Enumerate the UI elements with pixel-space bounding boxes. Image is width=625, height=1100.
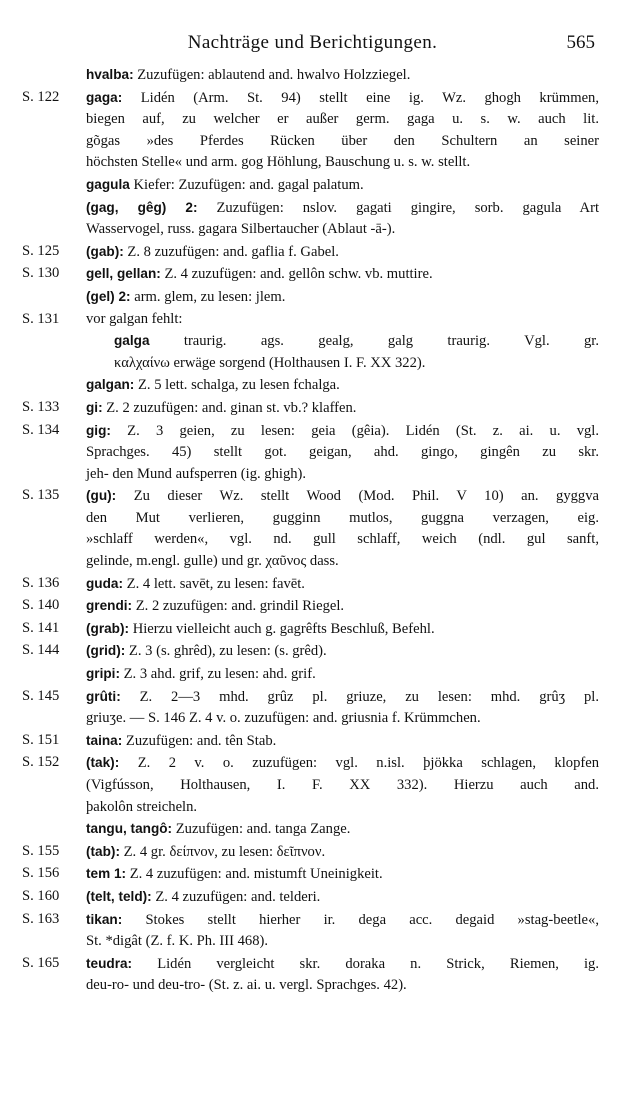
headword: tangu, tangô: [86, 821, 173, 837]
text-line [86, 818, 599, 841]
text-line [86, 508, 599, 530]
entry [0, 640, 625, 663]
text-line [114, 353, 599, 375]
entry [0, 197, 625, 241]
entry [0, 420, 625, 486]
headword: teudra: [86, 955, 133, 971]
line-content: Z. 3 geien, zu lesen: geia (gêia). Lidén (St. z. ai. u. vgl. [127, 422, 599, 439]
text-line [86, 219, 599, 241]
page-reference: S. 145 [22, 687, 60, 704]
entry [0, 330, 625, 374]
page-reference: S. 130 [22, 265, 60, 282]
text-line [86, 131, 599, 153]
text-line [86, 109, 599, 131]
text-line [86, 529, 599, 551]
headword: galga [114, 333, 150, 349]
text-line [86, 309, 599, 331]
text-line [86, 174, 599, 197]
line-content: jeh- den Mund aufsperren (ig. ghigh). [86, 465, 307, 482]
text-line [86, 841, 599, 864]
line-content: Lidén vergleicht skr. doraka n. Strick, Riemen, ig. [157, 955, 599, 972]
entry-text [86, 397, 599, 420]
line-content: gõgas »des Pferdes Rücken über den Schultern an seiner [86, 132, 599, 149]
text-line [86, 886, 599, 909]
line-content: Zu dieser Wz. stellt Wood (Mod. Phil. V 10) an. gyggva [133, 488, 599, 505]
entry-text [86, 686, 599, 730]
entry [0, 752, 625, 818]
page-reference: S. 136 [22, 574, 60, 591]
page-reference: S. 134 [22, 421, 60, 438]
entry-text [86, 286, 599, 309]
line-content: (Vigfússon, Holthausen, I. F. XX 332). Hierzu auch and. [86, 777, 599, 793]
headword: gaga: [86, 89, 123, 105]
text-line [86, 640, 599, 663]
headword: (tab): [86, 843, 120, 859]
entry-text [86, 573, 599, 596]
line-content: Stokes stellt hierher ir. dega acc. degaid »stag-beetle«, [145, 911, 599, 928]
line-content: höchsten Stelle« und arm. gog Höhlung, Bauschung u. s. w. stellt. [86, 154, 471, 171]
entry-text [86, 595, 599, 618]
line-content: arm. glem, zu lesen: jlem. [134, 288, 286, 305]
line-content: traurig. ags. gealg, galg traurig. Vgl. gr. [183, 333, 599, 350]
headword: hvalba: [86, 67, 134, 82]
line-content: Z. 5 lett. schalga, zu lesen fchalga. [138, 377, 340, 394]
headword: grûti: [86, 688, 121, 704]
headword: gi: [86, 399, 103, 415]
entry-text [86, 953, 599, 997]
entry [0, 485, 625, 572]
entry-text [86, 818, 599, 841]
entry [0, 730, 625, 753]
entry [0, 818, 625, 841]
text-line [86, 286, 599, 309]
page-reference: S. 160 [22, 887, 60, 904]
entry-text [114, 330, 599, 374]
entry-text [86, 730, 599, 753]
line-content: Wasservogel, russ. gagara Silbertaucher (Ablaut -ā-). [86, 221, 396, 238]
headword: (gu): [86, 488, 117, 504]
entry-text [86, 241, 599, 264]
page-reference: S. 155 [22, 842, 60, 859]
entry [0, 953, 625, 997]
entry [0, 573, 625, 596]
running-title: Nachträge und Berichtigungen. [187, 32, 438, 53]
line-content: Z. 4 gr. δείπνον, zu lesen: δεῖπνον. [123, 843, 326, 860]
entry-text [86, 909, 599, 953]
entry [0, 374, 625, 397]
text-line [86, 374, 599, 397]
text-line [86, 975, 599, 997]
page-reference: S. 131 [22, 310, 60, 327]
line-content: Zuzufügen: ablautend and. hwalvo Holzziegel. [137, 67, 411, 83]
text-line [86, 775, 599, 797]
headword: gig: [86, 422, 111, 438]
line-content: Z. 4 zuzufügen: and. gellôn schw. vb. muttire. [164, 266, 433, 283]
entry [0, 841, 625, 864]
headword: tikan: [86, 911, 123, 927]
line-content: gelinde, m.engl. gulle) und gr. χαῦνος dass. [86, 553, 339, 570]
page-header [0, 32, 625, 56]
line-content: Z. 4 zuzufügen: and. mistumft Uneinigkeit. [129, 866, 383, 883]
entry [0, 241, 625, 264]
headword: galgan: [86, 377, 135, 393]
entry-text [86, 263, 599, 286]
entry-text [86, 64, 599, 87]
line-content: deu-ro- und deu-tro- (St. z. ai. u. vergl. Sprachges. 42). [86, 977, 407, 994]
text-line [86, 797, 599, 819]
entry-text [86, 863, 599, 886]
entry [0, 863, 625, 886]
headword: taina: [86, 732, 123, 748]
text-line [86, 397, 599, 420]
headword: (grab): [86, 620, 130, 636]
text-line [86, 863, 599, 886]
page-reference: S. 163 [22, 910, 60, 927]
headword: tem 1: [86, 866, 127, 882]
page-reference: S. 151 [22, 731, 60, 748]
entry [0, 686, 625, 730]
text-line [86, 953, 599, 976]
headword: (grid): [86, 643, 126, 659]
line-content: Sprachges. 45) stellt got. geigan, ahd. gingo, gingên zu skr. [86, 444, 599, 461]
text-line [86, 197, 599, 220]
entry [0, 663, 625, 686]
line-content: biegen auf, zu welcher er außer germ. gaga u. s. w. auch lit. [86, 111, 599, 128]
headword: (gag, gêg) 2: [86, 199, 198, 215]
entry [0, 263, 625, 286]
headword: guda: [86, 575, 123, 591]
line-content: Z. 3 ahd. grif, zu lesen: ahd. grif. [123, 666, 316, 683]
entry-text [86, 752, 599, 818]
headword: grendi: [86, 598, 133, 614]
text-line [86, 464, 599, 486]
line-content: Z. 4 lett. savēt, zu lesen: favēt. [126, 575, 305, 592]
page-reference: S. 141 [22, 619, 60, 636]
text-line [86, 909, 599, 932]
entry-text [86, 420, 599, 486]
page-reference: S. 152 [22, 754, 60, 771]
entry [0, 909, 625, 953]
page-reference: S. 122 [22, 88, 60, 105]
line-content: Z. 2—3 mhd. grûz pl. griuze, zu lesen: mhd. grûʒ pl. [139, 688, 599, 705]
text-line [86, 573, 599, 596]
line-content: Lidén (Arm. St. 94) stellt eine ig. Wz. ghogh krümmen, [140, 89, 599, 106]
line-content: den Mut verlieren, gugginn mutlos, guggna verzagen, eig. [86, 509, 599, 526]
line-content: Hierzu vielleicht auch g. gagrêfts Beschluß, Befehl. [132, 620, 435, 637]
page-reference: S. 165 [22, 954, 60, 971]
text-line [86, 663, 599, 686]
text-line [86, 752, 599, 775]
headword: (gel) 2: [86, 288, 131, 304]
text-line [86, 730, 599, 753]
text-line [86, 241, 599, 264]
page-reference: S. 133 [22, 398, 60, 415]
text-line [86, 64, 599, 87]
text-line [86, 931, 599, 953]
line-content: vor galgan fehlt: [86, 310, 183, 327]
page-number: 565 [566, 32, 595, 53]
line-content: Zuzufügen: and. tên Stab. [125, 732, 277, 749]
page-reference: S. 156 [22, 865, 60, 882]
page-reference: S. 144 [22, 642, 60, 659]
text-line [86, 485, 599, 508]
entry [0, 174, 625, 197]
text-line [86, 686, 599, 709]
entry-text [86, 663, 599, 686]
entry-text [86, 197, 599, 241]
entry-text [86, 87, 599, 174]
entry [0, 309, 625, 331]
text-line [86, 595, 599, 618]
text-line [86, 87, 599, 110]
entry [0, 397, 625, 420]
text-line [86, 551, 599, 573]
headword: gripi: [86, 666, 120, 682]
text-line [86, 442, 599, 464]
text-line [86, 708, 599, 730]
entry-text [86, 174, 599, 197]
entry-text [86, 886, 599, 909]
text-line [86, 420, 599, 443]
headword: gell, gellan: [86, 266, 161, 282]
text-line [86, 152, 599, 174]
entry-text [86, 309, 599, 331]
entry-text [86, 485, 599, 572]
line-content: St. *digât (Z. f. K. Ph. III 468). [86, 933, 268, 950]
entries-list [0, 64, 625, 997]
text-line [86, 618, 599, 641]
headword: (tak): [86, 755, 120, 771]
line-content: Z. 8 zuzufügen: and. gaflia f. Gabel. [127, 243, 339, 260]
line-content: Zuzufügen: and. tanga Zange. [175, 821, 351, 838]
line-content: griuʒe. — S. 146 Z. 4 v. o. zuzufügen: and. griusnia f. Krümmchen. [86, 710, 481, 727]
line-content: Z. 2 zuzufügen: and. ginan st. vb.? klaffen. [106, 399, 357, 416]
entry-text [86, 618, 599, 641]
line-content: Z. 4 zuzufügen: and. telderi. [155, 888, 321, 905]
line-content: Z. 2 zuzufügen: and. grindil Riegel. [135, 598, 345, 615]
line-content: þakolôn streicheln. [86, 798, 198, 815]
text-line [86, 263, 599, 286]
entry [0, 886, 625, 909]
page-reference: S. 125 [22, 242, 60, 259]
entry-text [86, 640, 599, 663]
text-line [114, 330, 599, 353]
page-reference: S. 135 [22, 487, 60, 504]
entry-text [86, 841, 599, 864]
page-reference: S. 140 [22, 597, 60, 614]
line-content: Z. 2 v. o. zuzufügen: vgl. n.isl. þjökka schlagen, klopfen [137, 755, 599, 772]
headword: (gab): [86, 243, 124, 259]
entry [0, 286, 625, 309]
entry-text [86, 374, 599, 397]
entry [0, 595, 625, 618]
entry [0, 64, 625, 87]
line-content: καλχαίνω erwäge sorgend (Holthausen I. F. XX 322). [114, 354, 426, 371]
line-content: Z. 3 (s. ghrêd), zu lesen: (s. grêd). [128, 643, 327, 660]
entry [0, 87, 625, 174]
line-content: Zuzufügen: nslov. gagati gingire, sorb. gagula Art [216, 199, 599, 216]
entry [0, 618, 625, 641]
headword: gagula [86, 176, 130, 192]
line-content: Kiefer: Zuzufügen: and. gagal palatum. [133, 176, 364, 193]
headword: (telt, teld): [86, 888, 152, 904]
line-content: »schlaff werden«, vgl. nd. gull schlaff, weich (ndl. gul sanft, [86, 531, 599, 548]
